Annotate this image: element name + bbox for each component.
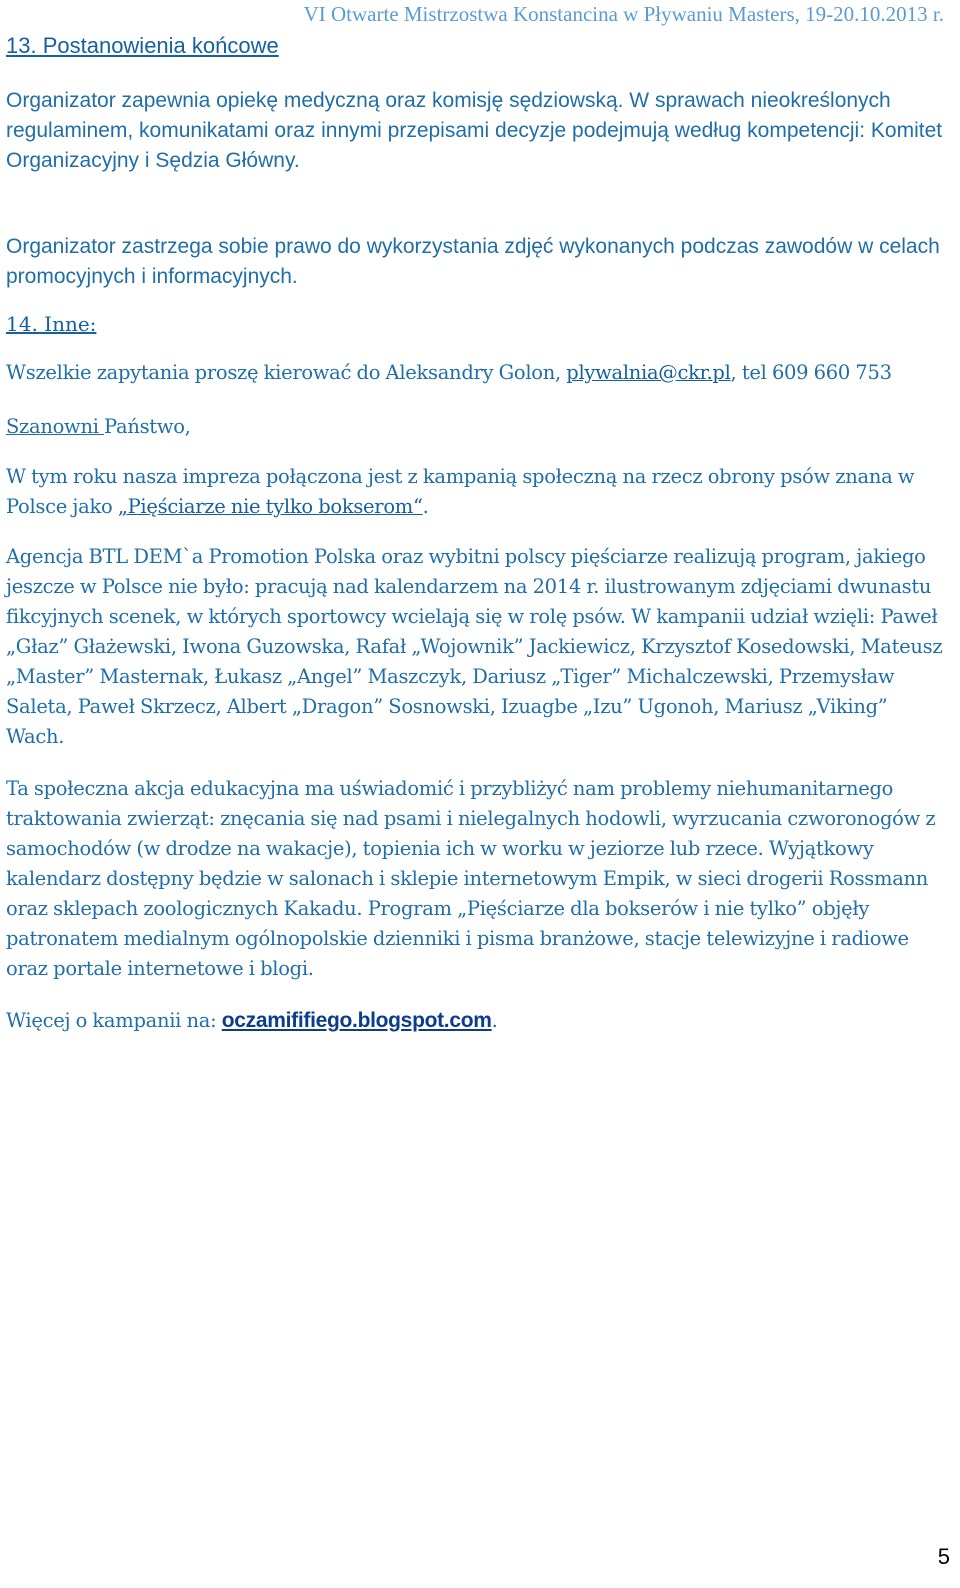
campaign-paragraph-3: Ta społeczna akcja edukacyjna ma uświadomić i przybliżyć nam problemy niehumanitarnego traktowania zwierząt: znęcania się nad psami i nielegalnych hodowli, wyrzucania czworonogów z samochodów (w drodze na wakacje), topienia ich w worku w jeziorze lub rzece. Wyjątkowy kalendarz dostępny będzie w salonach i sklepie internetowym Empik, w sieci drogerii Rossmann oraz sklepach zoologicznych Kakadu. Program „Pięściarze dla bokserów i nie tylko” objęły patronatem medialnym ogólnopolskie dzienniki i pisma branżowe, stacje telewizyjne i radiowe oraz portale internetowe i blogi. xyxy=(6,777,936,980)
more-info-suffix: . xyxy=(491,1009,498,1032)
section-13-paragraph-2: Organizator zastrzega sobie prawo do wykorzystania zdjęć wykonanych podczas zawodów w celach promocyjnych i informacyjnych. xyxy=(6,235,940,288)
section-13-heading: 13. Postanowienia końcowe xyxy=(6,33,279,58)
greeting xyxy=(6,412,950,442)
more-info-prefix: Więcej o kampanii na: xyxy=(6,1009,222,1032)
campaign-name-link[interactable]: „Pięściarze nie tylko bokserom“ xyxy=(117,495,423,518)
contact-prefix: Wszelkie zapytania proszę kierować do Aleksandry Golon, xyxy=(6,361,567,384)
greeting-rest: Państwo, xyxy=(104,415,191,438)
section-14-heading xyxy=(6,308,950,340)
section-14-heading-text: 14. Inne: xyxy=(6,312,97,336)
campaign-paragraph-2: Agencja BTL DEM`a Promotion Polska oraz wybitni polscy pięściarze realizują program, jakiego jeszcze w Polsce nie było: pracują nad kalendarzem na 2014 r. ilustrowanym zdjęciami dwunastu fikcyjnych scenek, w których sportowcy wcielają się w rolę psów. W kampanii udział wzięli: Paweł „Głaz” Głażewski, Iwona Guzowska, Rafał „Wojownik” Jackiewicz, Krzysztof Kosedowski, Mateusz „Master” Masternak, Łukasz „Angel” Maszczyk, Dariusz „Tiger” Michalczewski, Przemysław Saleta, Paweł Skrzecz, Albert „Dragon” Sosnowski, Izuagbe „Izu” Ugonoh, Mariusz „Viking” Wach. xyxy=(6,545,943,748)
more-info-line xyxy=(6,1006,950,1036)
contact-suffix: , tel 609 660 753 xyxy=(730,361,892,384)
running-header: VI Otwarte Mistrzostwa Konstancina w Pływaniu Masters, 19-20.10.2013 r. xyxy=(303,2,944,26)
document-body xyxy=(6,30,950,1036)
campaign-paragraph-1 xyxy=(6,462,950,522)
section-13-paragraph-1: Organizator zapewnia opiekę medyczną oraz komisję sędziowską. W sprawach nieokreślonych regulaminem, komunikatami oraz innymi przepisami decyzje podejmują według kompetencji: Komitet Organizacyjny i Sędzia Główny. xyxy=(6,89,943,172)
campaign-paragraph-1-suffix: . xyxy=(422,495,429,518)
campaign-paragraph-1-prefix: W tym roku nasza impreza połączona jest z kampanią społeczną na rzecz obrony psów znana w Polsce jako xyxy=(6,465,915,518)
greeting-underlined: Szanowni xyxy=(6,415,105,438)
page-number: 5 xyxy=(937,1544,950,1569)
contact-paragraph xyxy=(6,358,950,388)
campaign-blog-link[interactable]: oczamififiego.blogspot.com xyxy=(221,1009,492,1032)
contact-email-link[interactable]: plywalnia@ckr.pl xyxy=(566,361,731,384)
